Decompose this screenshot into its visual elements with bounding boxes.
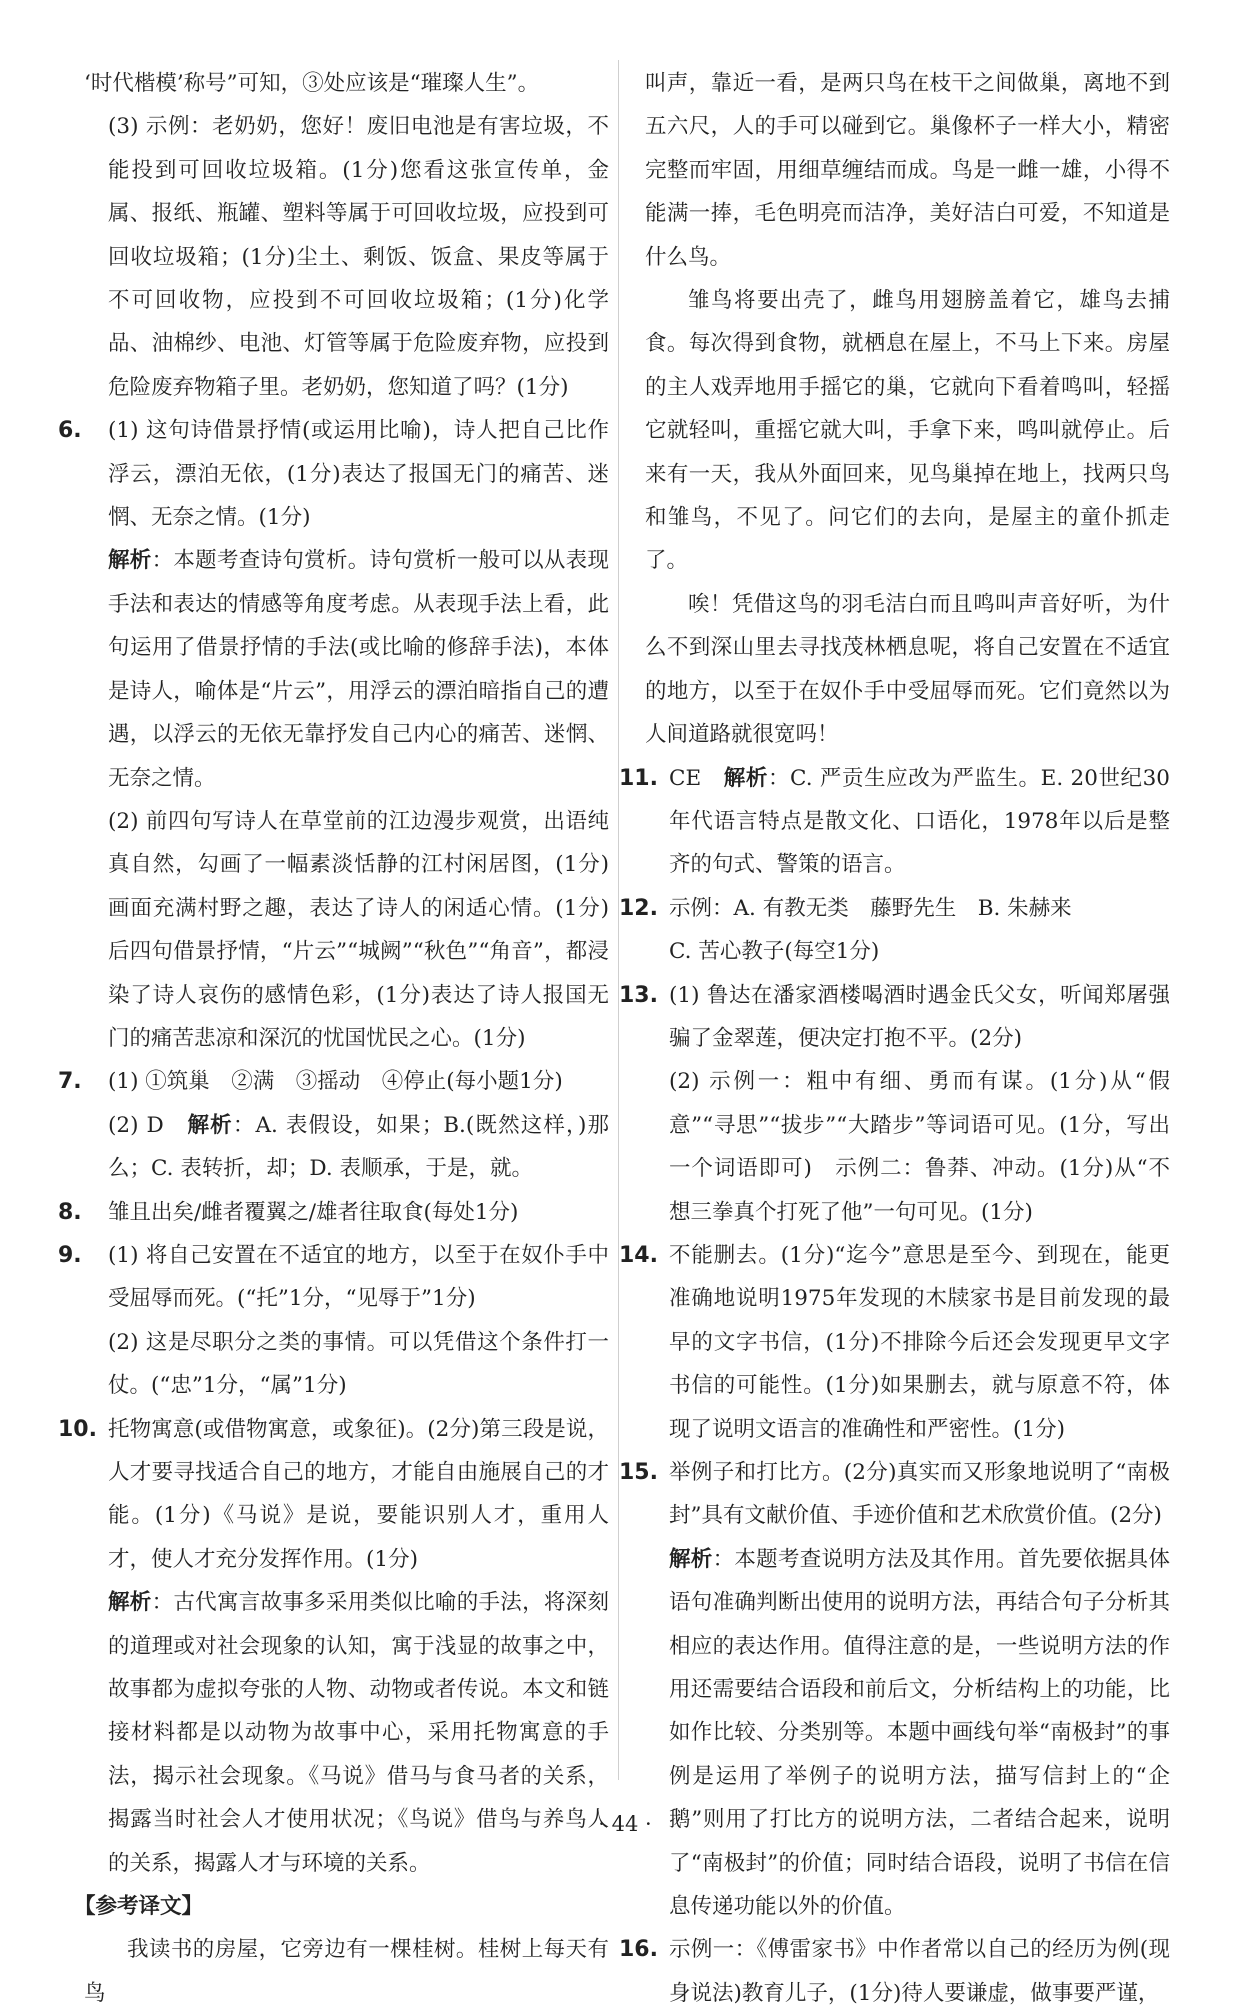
answer-q7 bbox=[58, 1060, 609, 1190]
question-number: 14. bbox=[619, 1242, 658, 1268]
answer-text: 雏且出矣/雌者覆翼之/雄者往取食(每处1分) bbox=[108, 1199, 519, 1225]
question-number: 11. bbox=[619, 765, 658, 791]
translation-header: 【参考译文】 bbox=[74, 1894, 204, 1920]
analysis-body: ：本题考查诗句赏析。诗句赏析一般可以从表现手法和表达的情感等角度考虑。从表现手法上看，此句运用了借景抒情的手法(或比喻的修辞手法)，本体是诗人，喻体是“片云”，用浮云的漂泊暗指自己的遭遇，以浮云的无依无靠抒发自己内心的痛苦、迷惘、无奈之情。 bbox=[108, 548, 609, 791]
page-number: · 44 · bbox=[598, 1812, 652, 1836]
analysis-label: 解析 bbox=[187, 1112, 233, 1138]
analysis-label: 解析 bbox=[669, 1546, 713, 1572]
answer-line: ‘时代楷模’称号”可知，③处应该是“璀璨人生”。 bbox=[84, 71, 540, 96]
answer-text bbox=[108, 1104, 609, 1191]
answer-q16 bbox=[619, 1928, 1170, 2015]
answer-q12 bbox=[619, 887, 1170, 974]
answer-text: (1) ①筑巢 ②满 ③摇动 ④停止(每小题1分) bbox=[108, 1069, 563, 1095]
translation-paragraph: 唉！凭借这鸟的羽毛洁白而且鸣叫声音好听，为什么不到深山里去寻找茂林栖息呢，将自己安置在不适宜的地方，以至于在奴仆手中受屈辱而死。它们竟然以为人间道路就很宽吗！ bbox=[645, 591, 1170, 748]
left-column bbox=[58, 62, 609, 2015]
translation-paragraph: 我读书的房屋，它旁边有一棵桂树。桂树上每天有鸟 bbox=[84, 1937, 609, 2006]
answer-text: (1) 鲁达在潘家酒楼喝酒时遇金氏父女，听闻郑屠强骗了金翠莲，便决定打抱不平。(2分) bbox=[669, 982, 1170, 1051]
answer-q6 bbox=[58, 409, 609, 1060]
answer-text: 举例子和打比方。(2分)真实而又形象地说明了“南极封”具有文献价值、手迹价值和艺术欣赏价值。(2分) bbox=[669, 1460, 1170, 1529]
analysis-body: ：A. 表假设，如果；B.(既然这样，)那么；C. 表转折，却；D. 表顺承，于是，就。 bbox=[108, 1112, 609, 1182]
answer-q5-3: (3) 示例：老奶奶，您好！废旧电池是有害垃圾，不能投到可回收垃圾箱。(1分)您看这张宣传单，金属、报纸、瓶罐、塑料等属于可回收垃圾，应投到可回收垃圾箱；(1分)尘土、剩饭、饭盒、果皮等属于不可回收物，应投到不可回收垃圾箱；(1分)化学品、油棉纱、电池、灯管等属于危险废弃物，应投到危险废弃物箱子里。老奶奶，您知道了吗？(1分) bbox=[108, 114, 609, 400]
answer-q13 bbox=[619, 974, 1170, 1234]
analysis-body: ：本题考查说明方法及其作用。首先要依据具体语句准确判断出使用的说明方法，再结合句子分析其相应的表达作用。值得注意的是，一些说明方法的作用还需要结合语段和前后文，分析结构上的功能，比如作比较、分类别等。本题中画线句举“南极封”的事例是运用了举例子的说明方法，描写信封上的“企鹅”则用了打比方的说明方法，二者结合起来，说明了“南极封”的价值；同时结合语段，说明了书信在信息传递功能以外的价值。 bbox=[669, 1546, 1170, 1920]
analysis-text bbox=[669, 1538, 1170, 1929]
analysis-label: 解析 bbox=[723, 765, 768, 791]
answer-q9 bbox=[58, 1234, 609, 1408]
translation-paragraph: 雏鸟将要出壳了，雌鸟用翅膀盖着它，雄鸟去捕食。每次得到食物，就栖息在屋上，不马上下来。房屋的主人戏弄地用手摇它的巢，它就向下看着鸣叫，轻摇它就轻叫，重摇它就大叫，手拿下来，鸣叫就停止。后来有一天，我从外面回来，见鸟巢掉在地上，找两只鸟和雏鸟，不见了。问它们的去向，是屋主的童仆抓走了。 bbox=[645, 288, 1170, 574]
question-number: 15. bbox=[619, 1460, 658, 1485]
answer-text: 示例：A. 有教无类 藤野先生 B. 朱赫来 bbox=[669, 895, 1072, 921]
question-number: 7. bbox=[58, 1069, 82, 1095]
answer-text: 托物寓意(或借物寓意，或象征)。(2分)第三段是说，人才要寻找适合自己的地方，才能自由施展自己的才能。(1分)《马说》是说，要能识别人才，重用人才，使人才充分发挥作用。(1分) bbox=[108, 1416, 609, 1572]
translation-continued bbox=[645, 62, 1170, 757]
analysis-text bbox=[108, 1581, 609, 1885]
question-number: 16. bbox=[619, 1937, 658, 1963]
answer-text bbox=[669, 757, 1170, 887]
answer-text: 示例一：《傅雷家书》中作者常以自己的经历为例(现身说法)教育儿子，(1分)待人要谦虚，做事要严谨， bbox=[669, 1937, 1170, 2006]
question-number: 10. bbox=[58, 1416, 97, 1442]
answer-text: (1) 将自己安置在不适宜的地方，以至于在奴仆手中受屈辱而死。(“托”1分，“见辱于”1分) bbox=[108, 1242, 609, 1312]
question-number: 6. bbox=[58, 418, 82, 444]
analysis-label: 解析 bbox=[108, 1590, 152, 1616]
answer-text: (1) 这句诗借景抒情(或运用比喻)，诗人把自己比作浮云，漂泊无依，(1分)表达了报国无门的痛苦、迷惘、无奈之情。(1分) bbox=[108, 418, 609, 531]
question-number: 8. bbox=[58, 1199, 82, 1225]
answer-q14 bbox=[619, 1234, 1170, 1451]
answer-text: (2) 这是尽职分之类的事情。可以凭借这个条件打一仗。(“忠”1分，“属”1分) bbox=[108, 1329, 609, 1399]
question-number: 12. bbox=[619, 895, 658, 921]
answer-text: C. 苦心教子(每空1分) bbox=[669, 939, 880, 965]
answer-choice: CE bbox=[669, 765, 724, 791]
answer-choice: (2) D bbox=[108, 1112, 188, 1138]
answer-q11 bbox=[619, 757, 1170, 887]
answer-text: 不能删去。(1分)“迄今”意思是至今、到现在，能更准确地说明1975年发现的木牍家书是目前发现的最早的文字书信，(1分)不排除今后还会发现更早文字书信的可能性。(1分)如果删去，就与原意不符，体现了说明文语言的准确性和严密性。(1分) bbox=[669, 1242, 1170, 1442]
answer-text: (2) 示例一：粗中有细、勇而有谋。(1分)从“假意”“寻思”“拔步”“大踏步”等词语可见。(1分，写出一个词语即可) 示例二：鲁莽、冲动。(1分)从“不想三拳真个打死了他”一句可见。(1分) bbox=[669, 1069, 1170, 1225]
analysis-body: ：古代寓言故事多采用类似比喻的手法，将深刻的道理或对社会现象的认知，寓于浅显的故事之中，故事都为虚拟夸张的人物、动物或者传说。本文和链接材料都是以动物为故事中心，采用托物寓意的手法，揭示社会现象。《马说》借马与食马者的关系，揭露当时社会人才使用状况；《鸟说》借鸟与养鸟人的关系，揭露人才与环境的关系。 bbox=[108, 1590, 609, 1876]
translation-text bbox=[84, 1928, 609, 2015]
answer-q8 bbox=[58, 1191, 609, 1234]
question-number: 9. bbox=[58, 1242, 82, 1268]
answer-text: (2) 前四句写诗人在草堂前的江边漫步观赏，出语纯真自然，勾画了一幅素淡恬静的江村闲居图，(1分)画面充满村野之趣，表达了诗人的闲适心情。(1分)后四句借景抒情，“片云”“城阙”“秋色”“角音”，都浸染了诗人哀伤的感情色彩，(1分)表达了诗人报国无门的痛苦悲凉和深沉的忧国忧民之心。(1分) bbox=[108, 808, 609, 1051]
translation-paragraph: 叫声，靠近一看，是两只鸟在枝干之间做巢，离地不到五六尺，人的手可以碰到它。巢像杯子一样大小，精密完整而牢固，用细草缠结而成。鸟是一雌一雄，小得不能满一捧，毛色明亮而洁净，美好洁白可爱，不知道是什么鸟。 bbox=[645, 71, 1170, 270]
analysis-text bbox=[108, 539, 609, 799]
question-number: 13. bbox=[619, 982, 658, 1008]
analysis-label: 解析 bbox=[108, 548, 152, 574]
analysis-body: ：C. 严贡生应改为严监生。E. 20世纪30年代语言特点是散文化、口语化，1978年以后是整齐的句式、警策的语言。 bbox=[669, 765, 1170, 878]
